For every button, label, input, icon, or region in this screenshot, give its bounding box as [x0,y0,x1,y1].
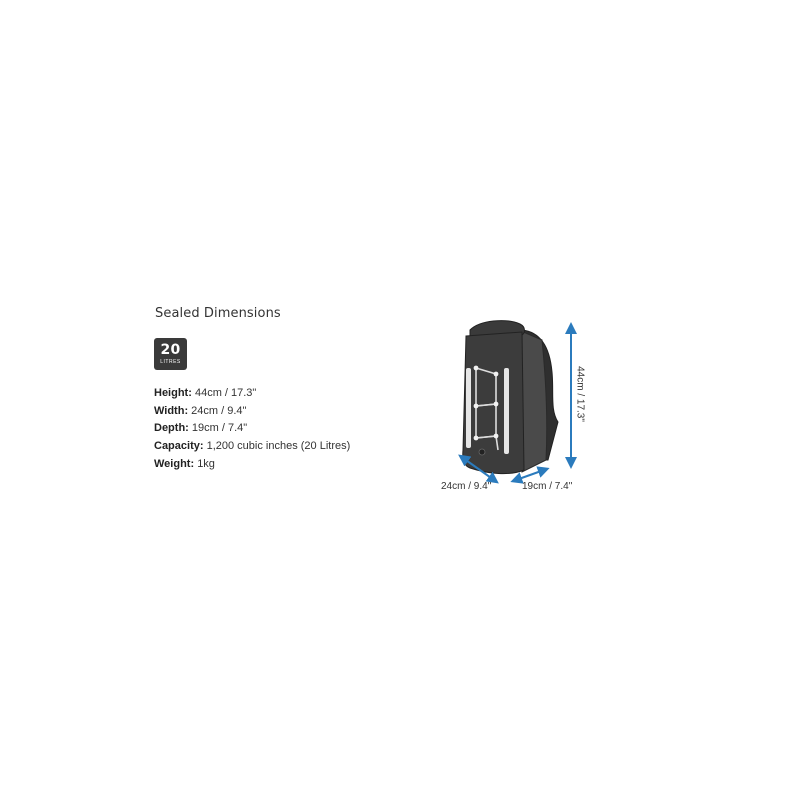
spec-value: 24cm / 9.4" [191,404,247,417]
spec-value: 1kg [197,457,215,470]
spec-list [154,385,350,474]
capacity-badge [154,338,187,370]
spec-height [154,385,350,403]
spec-label: Width: [154,404,189,417]
logo-patch [479,449,485,455]
reflective-strip-right [504,368,509,454]
height-dimension-label: 44cm / 17.3" [574,366,586,422]
depth-dimension-label: 19cm / 7.4" [522,481,573,492]
capacity-badge-unit: LITRES [160,359,181,365]
spec-label: Height: [154,387,192,399]
spec-label: Depth: [154,422,189,435]
spec-value: 1,200 cubic inches (20 Litres) [206,440,351,453]
section-title: Sealed Dimensions [155,306,281,321]
width-dimension-label: 24cm / 9.4" [441,481,492,492]
reflective-strip-left [466,368,471,448]
spec-value: 19cm / 7.4" [191,422,248,435]
bag-main-body [463,332,524,474]
spec-weight [154,456,350,474]
spec-width [154,403,350,421]
capacity-badge-number: 20 [160,342,181,358]
spec-label: Capacity: [154,440,204,453]
spec-depth [154,420,350,438]
spec-label: Weight: [154,457,195,470]
spec-capacity [154,438,350,456]
spec-value: 44cm / 17.3" [194,387,257,399]
